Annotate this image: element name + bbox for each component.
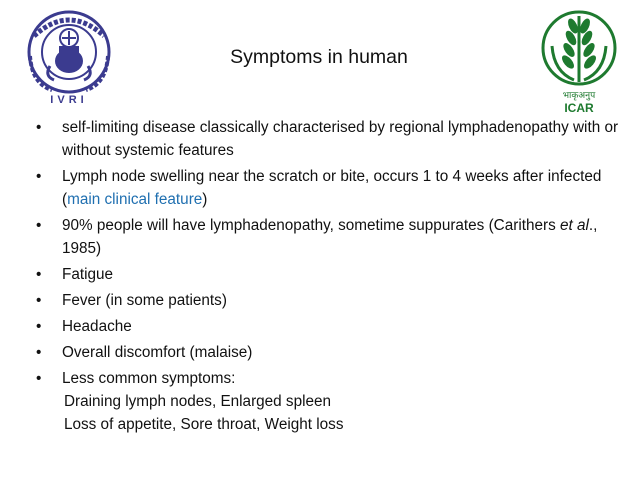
bullet-text	[62, 214, 626, 260]
sub-line: Loss of appetite, Sore throat, Weight loss	[64, 416, 344, 433]
bullet-text: Fatigue	[62, 266, 114, 283]
bullet-text: Fever (in some patients)	[62, 292, 227, 309]
bullet-list	[36, 116, 626, 439]
list-item	[36, 165, 626, 211]
list-item	[36, 214, 626, 260]
list-item	[36, 341, 626, 364]
sub-line: Draining lymph nodes, Enlarged spleen	[64, 393, 332, 410]
bullet-heading: Less common symptoms:	[62, 370, 236, 387]
italic-phrase: et al	[559, 217, 589, 234]
bullet-marker: •	[36, 119, 42, 136]
bullet-marker: •	[36, 370, 42, 387]
bullet-text	[62, 165, 626, 211]
icar-label: ICAR	[564, 101, 594, 115]
bullet-marker: •	[36, 168, 42, 185]
highlighted-phrase: main clinical feature	[67, 191, 203, 208]
bullet-text-part: )	[202, 191, 208, 208]
bullet-text: self-limiting disease classically characterised by regional lymphadenopathy with or without systemic features	[62, 119, 619, 159]
bullet-text	[62, 367, 626, 436]
bullet-text: Overall discomfort (malaise)	[62, 344, 253, 361]
bullet-marker: •	[36, 318, 42, 335]
bullet-marker: •	[36, 266, 42, 283]
icar-hindi-label: भाकृअनुप	[562, 91, 596, 101]
slide-title: Symptoms in human	[230, 46, 408, 68]
bullet-text-part: 90% people will have lymphadenopathy, sometime suppurates (Carithers	[62, 217, 560, 234]
bullet-text-part: Lymph node swelling near the scratch or bite, occurs 1 to 4 weeks after infected (	[62, 168, 602, 208]
list-item	[36, 116, 626, 162]
bullet-marker: •	[36, 217, 42, 234]
ivri-label: IVRI	[50, 94, 88, 106]
list-item	[36, 289, 626, 312]
bullet-marker: •	[36, 344, 42, 361]
list-item	[36, 315, 626, 338]
list-item	[36, 367, 626, 436]
bullet-text: Headache	[62, 318, 132, 335]
list-item	[36, 263, 626, 286]
bullet-text-part: ., 1985)	[62, 217, 598, 257]
bullet-marker: •	[36, 292, 42, 309]
